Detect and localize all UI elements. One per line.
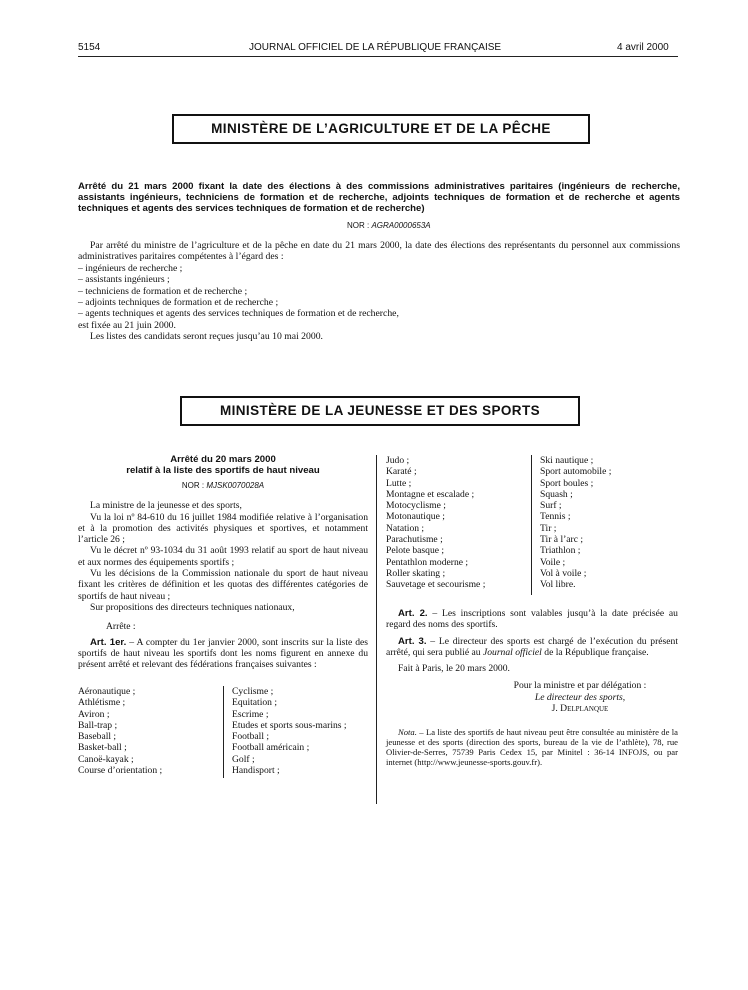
list-item: Football ; [232,731,270,743]
header-rule [78,56,678,57]
list-item: Handisport ; [232,765,280,777]
column-divider [223,686,224,778]
list-item: Montagne et escalade ; [386,488,475,500]
list-item: Surf ; [540,500,562,512]
list-item: Football américain ; [232,742,310,754]
signature-block [386,680,678,714]
list-item: Course d’orientation ; [78,765,163,777]
journal-title: JOURNAL OFFICIEL DE LA RÉPUBLIQUE FRANÇAISE [249,42,502,53]
list-item: Tennis ; [540,511,571,523]
preamble-line: Vu le décret nº 93-1034 du 31 août 1993 relatif au sport de haut niveau et aux normes des équipements sportifs ; [78,545,368,568]
list-item: Ski nautique ; [540,455,594,466]
list-item: Judo ; [386,455,410,466]
list-item: Vol libre. [540,579,576,591]
list-item: Etudes et sports sous-marins ; [232,719,347,731]
list-item: Lutte ; [386,477,412,489]
list-item: Pelote basque ; [386,545,445,557]
list-item: Sport automobile ; [540,466,612,478]
preamble-line: Vu les décisions de la Commission nationale du sport de haut niveau fixant les critères de définition et les quotas des différentes catégories de sportifs de haut niveau ; [78,568,368,602]
list-item: Baseball ; [78,731,117,743]
list-item: – ingénieurs de recherche ; [78,262,183,274]
list-item: Natation ; [386,522,425,534]
article-1 [78,637,368,671]
list-item: Sport boules ; [540,477,594,489]
preamble-line: Sur propositions des directeurs techniques nationaux, [90,601,295,613]
note [386,727,678,767]
list-item: Vol à voile ; [540,567,587,579]
list-item: Motonautique ; [386,511,445,523]
signatory-name: J. Delplanque [551,703,609,715]
article-1-label: Art. 1er. [90,636,127,648]
nor-label: NOR : [181,481,205,490]
page-number: 5154 [78,42,101,53]
list-item: Karaté ; [386,466,417,478]
list-item: Golf ; [232,753,255,765]
list-item: Parachutisme ; [386,534,443,546]
list-item: Triathlon ; [540,545,581,557]
list-item: – agents techniques et agents des services techniques de formation et de recherche, [78,308,399,320]
list-item: Tir ; [540,522,557,534]
article-2-text: – Les inscriptions sont valables jusqu’à la date précisée au regard des noms des sportifs. [386,608,678,631]
list-item: – adjoints techniques de formation et de recherche ; [78,297,279,309]
decree-title-line1: Arrêté du 20 mars 2000 [170,454,276,465]
list-item: – assistants ingénieurs ; [78,274,170,286]
list-item: Athlétisme ; [78,697,126,709]
ministry-heading-jeunesse: MINISTÈRE DE LA JEUNESSE ET DES SPORTS [180,396,580,426]
nor-reference-jeunesse [78,480,368,491]
list-item: Tir à l’arc ; [540,534,584,546]
list-item: Motocyclisme ; [386,500,446,512]
decree-body-elections [78,240,680,343]
list-item: Aviron ; [78,708,110,720]
list-item: – techniciens de formation et de recherche ; [78,285,248,297]
arrete-heading: Arrête : [106,621,136,633]
list-item: Aéronautique ; [78,686,136,697]
nor-value: MJSK0070028A [206,481,265,490]
preamble-line: Vu la loi nº 84-610 du 16 juillet 1984 modifiée relative à l’organisation et à la promotion des activités physiques et sportives, et notamment l’article 26 ; [78,511,368,546]
list-item: Ball-trap ; [78,719,118,731]
right-column-articles [386,608,678,767]
decree-title-line2: relatif à la liste des sportifs de haut niveau [126,465,320,476]
nor-value: AGRA0000653A [371,221,431,230]
decree-title-sportifs [78,454,368,476]
decree-title-elections: Arrêté du 21 mars 2000 fixant la date des élections à des commissions administratives paritaires (ingénieurs de recherche, assistants ingénieurs, techniciens de formation et de recherche, adjoints techniques de formation et de recherche et agents techniques et agents des services techniques de formation et de recherche) [78,181,680,214]
decree-intro: Par arrêté du ministre de l’agriculture et de la pêche en date du 21 mars 2000, la date des élections des représentants du personnel aux commissions administratives paritaires compétentes à l’égard des : [78,240,680,263]
list-item: Basket-ball ; [78,742,127,754]
article-3-text-end: de la République française. [544,646,649,658]
list-item: Canoë-kayak ; [78,753,134,765]
federation-list-col2 [232,686,347,776]
list-item: Pentathlon moderne ; [386,556,469,568]
signature-line: Pour la ministre et par délégation : [513,680,647,692]
preamble-line: La ministre de la jeunesse et des sports, [90,500,242,512]
list-item: Sauvetage et secourisme ; [386,579,486,591]
left-column [78,454,368,670]
federation-list-col3 [386,455,485,591]
article-3-label: Art. 3. [398,635,427,647]
nor-label: NOR : [347,221,370,230]
list-item: Voile ; [540,556,566,568]
signature-title: Le directeur des sports, [534,691,626,703]
candidates-deadline: Les listes des candidats seront reçues jusqu’au 10 mai 2000. [90,331,323,343]
note-text: – La liste des sportifs de haut niveau peut être consultée au ministère de la jeunesse et des sports (direction des sports, bureau de la vie de l’athlète), 78, rue Olivier-de-Serres, 75739 Paris Cedex 15, par Minitel : 36-14 INFOJS, ou par internet (http://www.jeunesse-sports.gouv.fr). [386,727,678,768]
main-column-divider [376,455,377,804]
ministry-heading-agriculture: MINISTÈRE DE L’AGRICULTURE ET DE LA PÊCHE [172,114,590,144]
note-label: Nota. [398,727,417,738]
list-item: Squash ; [540,488,573,500]
list-item: Cyclisme ; [232,686,274,697]
list-item: Escrime ; [232,708,269,720]
article-3-text: – Le directeur des sports est chargé de l’exécution du présent arrêté, qui sera publié au [386,635,678,658]
article-1-text: – A compter du 1er janvier 2000, sont inscrits sur la liste des sportifs de haut niveau les sportifs dont les noms figurent en annexe du présent arrêté et relevant des fédérations françaises suivantes : [78,636,369,671]
article-2-label: Art. 2. [398,608,428,619]
column-divider [531,455,532,595]
preamble [78,500,368,613]
fixed-date: est fixée au 21 juin 2000. [78,319,176,331]
issue-date: 4 avril 2000 [617,42,669,53]
nor-reference-agri [347,221,431,230]
list-item: Equitation ; [232,697,278,709]
done-at: Fait à Paris, le 20 mars 2000. [398,663,510,675]
article-2 [386,608,678,631]
federation-list-col4 [540,455,611,591]
journal-reference: Journal officiel [482,646,542,658]
federation-list-col1 [78,686,162,776]
article-3 [386,636,678,659]
list-item: Roller skating ; [386,567,446,579]
